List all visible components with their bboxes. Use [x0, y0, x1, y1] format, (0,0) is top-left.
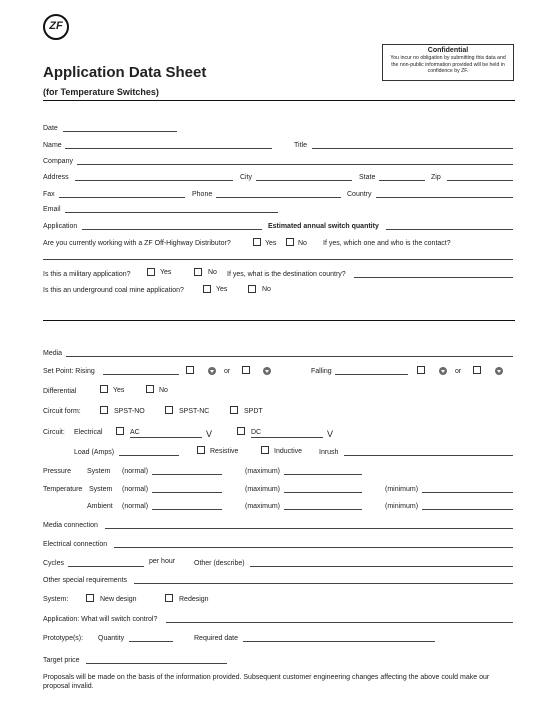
- destination-country-field[interactable]: [354, 277, 513, 278]
- differential-no-checkbox[interactable]: [146, 385, 154, 393]
- rising-unit-a-dropdown-icon[interactable]: [208, 367, 216, 375]
- coal-question: Is this an underground coal mine application?: [43, 287, 184, 294]
- differential-yes-checkbox[interactable]: [100, 385, 108, 393]
- ac-voltage-field[interactable]: [130, 437, 202, 438]
- dc-checkbox[interactable]: [237, 427, 245, 435]
- media-label: Media: [43, 350, 63, 357]
- ambient-minimum-label: (minimum): [385, 503, 419, 510]
- address-field[interactable]: [75, 180, 233, 181]
- distributor-question: Are you currently working with a ZF Off-Highway Distributor?: [43, 240, 231, 247]
- inrush-field[interactable]: [344, 455, 513, 456]
- rising-unit-a-checkbox[interactable]: [186, 366, 194, 374]
- falling-unit-b-checkbox[interactable]: [473, 366, 481, 374]
- redesign-label: Redesign: [179, 596, 209, 603]
- dc-voltage-field[interactable]: [251, 437, 323, 438]
- new-design-label: New design: [100, 596, 137, 603]
- inrush-label: Inrush: [319, 449, 339, 456]
- electrical-label: Electrical: [74, 429, 103, 436]
- zip-label: Zip: [431, 174, 441, 181]
- company-label: Company: [43, 158, 73, 165]
- military-no-label: No: [208, 269, 217, 276]
- email-label: Email: [43, 206, 61, 213]
- ac-label: AC: [130, 429, 140, 436]
- fax-field[interactable]: [59, 197, 185, 198]
- date-field[interactable]: [63, 131, 177, 132]
- inductive-label: Inductive: [274, 448, 303, 455]
- resistive-label: Resistive: [210, 448, 239, 455]
- ambient-normal-label: (normal): [122, 503, 149, 510]
- target-price-label: Target price: [43, 657, 80, 664]
- load-field[interactable]: [119, 455, 179, 456]
- phone-label: Phone: [192, 191, 213, 198]
- spst-nc-label: SPST-NC: [179, 408, 210, 415]
- confidential-title: Confidential: [427, 47, 469, 54]
- temp-system-normal-field[interactable]: [152, 492, 222, 493]
- quantity-field[interactable]: [129, 641, 173, 642]
- distributor-no-checkbox[interactable]: [286, 238, 294, 246]
- circuit-label: Circuit:: [43, 429, 65, 436]
- title-field[interactable]: [312, 148, 513, 149]
- name-field[interactable]: [65, 148, 272, 149]
- application-label: Application: [43, 223, 78, 230]
- pressure-normal-label: (normal): [122, 468, 149, 475]
- military-yes-label: Yes: [160, 269, 172, 276]
- electrical-connection-label: Electrical connection: [43, 541, 108, 548]
- load-label: Load (Amps): [74, 449, 115, 456]
- footer-note: Proposals will be made on the basis of the information provided. Subsequent customer engineering changes affecting the above could make our proposal invalid.: [43, 674, 490, 690]
- ambient-label: Ambient: [87, 503, 113, 510]
- coal-yes-checkbox[interactable]: [203, 285, 211, 293]
- distributor-no-label: No: [298, 240, 307, 247]
- temp-system-maximum-field[interactable]: [284, 492, 362, 493]
- distributor-yes-label: Yes: [265, 240, 277, 247]
- military-no-checkbox[interactable]: [194, 268, 202, 276]
- media-connection-field[interactable]: [105, 528, 513, 529]
- spst-no-label: SPST-NO: [114, 408, 145, 415]
- quantity-label: Quantity: [98, 635, 125, 642]
- falling-unit-a-checkbox[interactable]: [417, 366, 425, 374]
- differential-label: Differential: [43, 388, 77, 395]
- fax-label: Fax: [43, 191, 55, 198]
- coal-yes-label: Yes: [216, 286, 228, 293]
- temp-system-normal-label: (normal): [122, 486, 149, 493]
- other-describe-label: Other (describe): [194, 560, 245, 567]
- military-yes-checkbox[interactable]: [147, 268, 155, 276]
- country-label: Country: [347, 191, 372, 198]
- city-label: City: [240, 174, 253, 181]
- required-date-label: Required date: [194, 635, 238, 642]
- ambient-minimum-field[interactable]: [422, 509, 513, 510]
- distributor-contact-field[interactable]: [43, 259, 513, 260]
- annual-qty-label: Estimated annual switch quantity: [268, 223, 379, 230]
- per-hour-label: per hour: [149, 558, 176, 565]
- falling-or-label: or: [455, 368, 462, 375]
- page-subtitle: (for Temperature Switches): [43, 87, 159, 97]
- zip-field[interactable]: [447, 180, 513, 181]
- phone-field[interactable]: [216, 197, 341, 198]
- confidential-text: You incur no obligation by submitting this data and the non-public information provided will be held in confidence by ZF.: [390, 55, 506, 74]
- country-field[interactable]: [376, 197, 513, 198]
- city-field[interactable]: [256, 180, 352, 181]
- spst-nc-checkbox[interactable]: [165, 406, 173, 414]
- temp-system-minimum-field[interactable]: [422, 492, 513, 493]
- inductive-checkbox[interactable]: [261, 446, 269, 454]
- electrical-connection-field[interactable]: [114, 547, 513, 548]
- setpoint-rising-label: Set Point: Rising: [43, 368, 95, 375]
- application-field[interactable]: [82, 229, 262, 230]
- temperature-system-label: System: [89, 486, 113, 493]
- dc-volt-unit: V: [327, 429, 334, 439]
- falling-label: Falling: [311, 368, 332, 375]
- temperature-label: Temperature: [43, 486, 83, 493]
- page-title: Application Data Sheet: [43, 64, 207, 81]
- other-describe-field[interactable]: [250, 566, 513, 567]
- other-special-label: Other special requirements: [43, 577, 128, 584]
- ambient-maximum-label: (maximum): [245, 503, 280, 510]
- annual-qty-field[interactable]: [386, 229, 513, 230]
- distributor-yes-checkbox[interactable]: [253, 238, 261, 246]
- pressure-label: Pressure: [43, 468, 72, 475]
- falling-field[interactable]: [335, 374, 408, 375]
- state-label: State: [359, 174, 376, 181]
- rising-or-label: or: [224, 368, 231, 375]
- prototypes-label: Prototype(s):: [43, 635, 84, 642]
- military-question: Is this a military application?: [43, 271, 131, 278]
- ambient-normal-field[interactable]: [152, 509, 222, 510]
- email-field[interactable]: [65, 212, 278, 213]
- falling-unit-b-dropdown-icon[interactable]: [495, 367, 503, 375]
- required-date-field[interactable]: [243, 641, 435, 642]
- rising-field[interactable]: [103, 374, 179, 375]
- media-connection-label: Media connection: [43, 522, 98, 529]
- pressure-maximum-label: (maximum): [245, 468, 280, 475]
- media-field[interactable]: [66, 356, 513, 357]
- pressure-normal-field[interactable]: [152, 474, 222, 475]
- date-label: Date: [43, 125, 58, 132]
- spst-no-checkbox[interactable]: [100, 406, 108, 414]
- name-label: Name: [43, 142, 62, 149]
- state-field[interactable]: [379, 180, 425, 181]
- header-divider: [43, 100, 515, 101]
- differential-no-label: No: [159, 387, 168, 394]
- dc-label: DC: [251, 429, 262, 436]
- company-field[interactable]: [77, 164, 513, 165]
- pressure-maximum-field[interactable]: [284, 474, 362, 475]
- rising-unit-b-checkbox[interactable]: [242, 366, 250, 374]
- ambient-maximum-field[interactable]: [284, 509, 362, 510]
- logo-text: ZF: [49, 20, 63, 32]
- rising-unit-b-dropdown-icon[interactable]: [263, 367, 271, 375]
- cycles-label: Cycles: [43, 560, 65, 567]
- distributor-followup-label: If yes, which one and who is the contact?: [323, 240, 451, 247]
- military-followup-label: If yes, what is the destination country?: [227, 271, 346, 278]
- address-label: Address: [43, 174, 69, 181]
- coal-no-label: No: [262, 286, 271, 293]
- title-label: Title: [294, 142, 307, 149]
- system-type-label: System:: [43, 596, 69, 603]
- coal-no-checkbox[interactable]: [248, 285, 256, 293]
- zf-logo: [43, 14, 69, 40]
- ac-volt-unit: V: [206, 429, 213, 439]
- pressure-system-label: System: [87, 468, 111, 475]
- temp-system-minimum-label: (minimum): [385, 486, 419, 493]
- differential-yes-label: Yes: [113, 387, 125, 394]
- falling-unit-a-dropdown-icon[interactable]: [439, 367, 447, 375]
- resistive-checkbox[interactable]: [197, 446, 205, 454]
- spdt-checkbox[interactable]: [230, 406, 238, 414]
- temp-system-maximum-label: (maximum): [245, 486, 280, 493]
- confidential-box: [382, 44, 514, 81]
- other-special-field[interactable]: [134, 583, 513, 584]
- redesign-checkbox[interactable]: [165, 594, 173, 602]
- spdt-label: SPDT: [244, 408, 263, 415]
- target-price-field[interactable]: [86, 663, 227, 664]
- new-design-checkbox[interactable]: [86, 594, 94, 602]
- cycles-field[interactable]: [68, 566, 144, 567]
- section-divider: [43, 320, 515, 321]
- switch-control-label: Application: What will switch control?: [43, 616, 158, 623]
- circuit-form-label: Circuit form:: [43, 408, 81, 415]
- ac-checkbox[interactable]: [116, 427, 124, 435]
- switch-control-field[interactable]: [166, 622, 513, 623]
